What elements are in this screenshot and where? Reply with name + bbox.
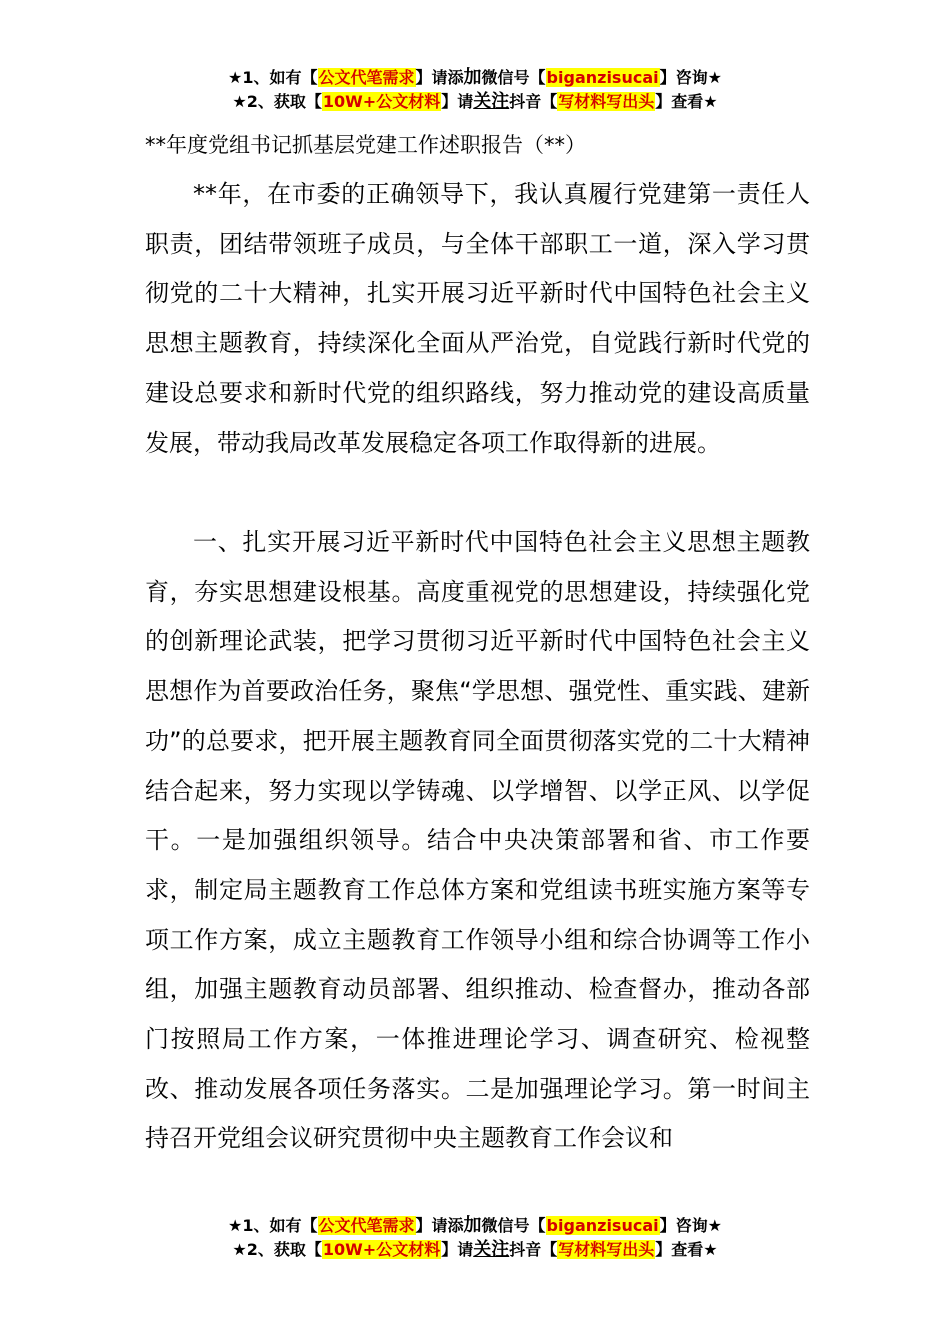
highlight-materials: 10W+公文材料 bbox=[322, 92, 441, 111]
promo-line-2 bbox=[0, 90, 950, 114]
emphasis-text: 关注 bbox=[473, 91, 510, 112]
promo-text: ★2、获取【 bbox=[232, 1240, 322, 1259]
promo-line-1 bbox=[0, 1214, 950, 1238]
promo-text: 】请 bbox=[441, 92, 474, 111]
promo-text: 】咨询★ bbox=[659, 68, 722, 87]
highlight-wechat-id: biganzisucai bbox=[546, 68, 659, 87]
promo-line-2 bbox=[0, 1238, 950, 1262]
promo-text: 抖音【 bbox=[509, 1240, 558, 1259]
promo-text: 】请添 bbox=[415, 68, 464, 87]
promo-text: ★1、如有【 bbox=[228, 68, 318, 87]
promo-text: 微信号【 bbox=[481, 68, 546, 87]
promo-text: 】请添 bbox=[415, 1216, 464, 1235]
body-paragraph-intro: **年，在市委的正确领导下，我认真履行党建第一责任人职责，团结带领班子成员，与全体干部职工一道，深入学习贯彻党的二十大精神，扎实开展习近平新时代中国特色社会主义思想主题教育，持续深化全面从严治党，自觉践行新时代党的建设总要求和新时代党的组织路线，努力推动党的建设高质量发展，带动我局改革发展稳定各项工作取得新的进展。 bbox=[145, 180, 810, 457]
highlight-wechat-id: biganzisucai bbox=[546, 1216, 659, 1235]
promo-text: 抖音【 bbox=[509, 92, 558, 111]
promo-text: 】咨询★ bbox=[659, 1216, 722, 1235]
promo-text: 】查看★ bbox=[655, 92, 718, 111]
promo-text: 】查看★ bbox=[655, 1240, 718, 1259]
emphasis-text: 加 bbox=[463, 67, 482, 88]
highlight-douyin-account: 写材料写出头 bbox=[558, 1240, 655, 1259]
header-promo-banner bbox=[0, 66, 950, 114]
highlight-douyin-account: 写材料写出头 bbox=[558, 92, 655, 111]
promo-text: ★1、如有【 bbox=[228, 1216, 318, 1235]
footer-promo-banner bbox=[0, 1214, 950, 1262]
highlight-service: 公文代笔需求 bbox=[318, 1216, 415, 1235]
document-title: **年度党组书记抓基层党建工作述职报告（**） bbox=[145, 133, 586, 157]
promo-text: 】请 bbox=[441, 1240, 474, 1259]
emphasis-text: 关注 bbox=[473, 1239, 510, 1260]
body-paragraph-section-one: 一、扎实开展习近平新时代中国特色社会主义思想主题教育，夯实思想建设根基。高度重视党的思想建设，持续强化党的创新理论武装，把学习贯彻习近平新时代中国特色社会主义思想作为首要政治任务，聚焦“学思想、强党性、重实践、建新功”的总要求，把开展主题教育同全面贯彻落实党的二十大精神结合起来，努力实现以学铸魂、以学增智、以学正风、以学促干。一是加强组织领导。结合中央决策部署和省、市工作要求，制定局主题教育工作总体方案和党组读书班实施方案等专项工作方案，成立主题教育工作领导小组和综合协调等工作小组，加强主题教育动员部署、组织推动、检查督办，推动各部门按照局工作方案，一体推进理论学习、调查研究、检视整改、推动发展各项任务落实。二是加强理论学习。第一时间主持召开党组会议研究贯彻中央主题教育工作会议和 bbox=[145, 528, 810, 1153]
highlight-materials: 10W+公文材料 bbox=[322, 1240, 441, 1259]
promo-line-1 bbox=[0, 66, 950, 90]
highlight-service: 公文代笔需求 bbox=[318, 68, 415, 87]
emphasis-text: 加 bbox=[463, 1215, 482, 1236]
promo-text: 微信号【 bbox=[481, 1216, 546, 1235]
promo-text: ★2、获取【 bbox=[232, 92, 322, 111]
